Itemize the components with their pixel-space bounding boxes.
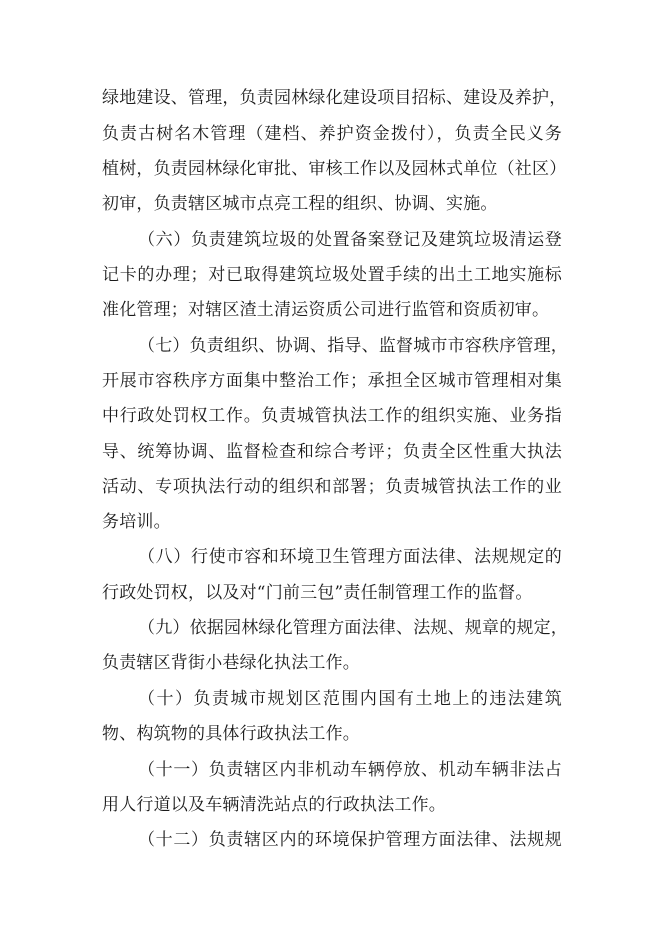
text-line-3: 植树，负责园林绿化审批、审核工作以及园林式单位（社区） xyxy=(102,159,567,179)
text-line-1: 绿地建设、管理，负责园林绿化建设项目招标、建设及养护， xyxy=(102,88,567,108)
text-line-16: （九）依据园林绿化管理方面法律、法规、规章的规定， xyxy=(138,618,568,638)
text-line-8: （七）负责组织、协调、指导、监督城市市容秩序管理， xyxy=(138,336,568,356)
text-line-19: 物、构筑物的具体行政执法工作。 xyxy=(102,724,360,744)
text-line-2: 负责古树名木管理（建档、养护资金拨付），负责全民义务 xyxy=(102,124,562,144)
text-line-9: 开展市容秩序方面集中整治工作；承担全区城市管理相对集 xyxy=(102,371,562,391)
text-line-20: （十一）负责辖区内非机动车辆停放、机动车辆非法占 xyxy=(138,760,562,780)
text-line-22: （十二）负责辖区内的环境保护管理方面法律、法规规 xyxy=(138,830,562,850)
text-line-12: 活动、专项执法行动的组织和部署；负责城管执法工作的业 xyxy=(102,477,562,497)
text-line-10: 中行政处罚权工作。负责城管执法工作的组织实施、业务指 xyxy=(102,406,562,426)
text-line-5: （六）负责建筑垃圾的处置备案登记及建筑垃圾清运登 xyxy=(138,230,562,250)
text-line-7: 准化管理；对辖区渣土清运资质公司进行监管和资质初审。 xyxy=(102,300,550,320)
text-line-21: 用人行道以及车辆清洗站点的行政执法工作。 xyxy=(102,795,446,815)
text-line-18: （十）负责城市规划区范围内国有土地上的违法建筑 xyxy=(138,689,562,709)
text-line-14: （八）行使市容和环境卫生管理方面法律、法规规定的 xyxy=(138,547,562,567)
text-line-17: 负责辖区背街小巷绿化执法工作。 xyxy=(102,653,360,673)
text-line-6: 记卡的办理；对已取得建筑垃圾处置手续的出土工地实施标 xyxy=(102,265,562,285)
text-line-15: 行政处罚权，以及对“门前三包”责任制管理工作的监督。 xyxy=(102,583,533,603)
text-line-13: 务培训。 xyxy=(102,512,171,532)
text-line-4: 初审，负责辖区城市点亮工程的组织、协调、实施。 xyxy=(102,194,498,214)
text-line-11: 导、统筹协调、监督检查和综合考评；负责全区性重大执法 xyxy=(102,442,562,462)
